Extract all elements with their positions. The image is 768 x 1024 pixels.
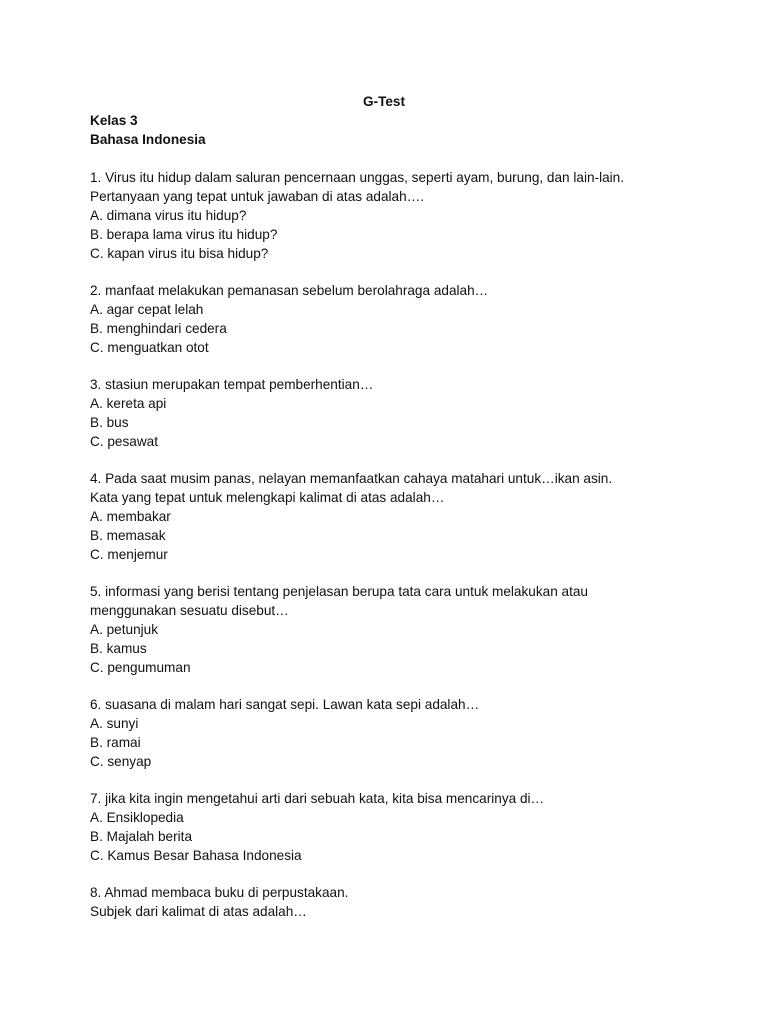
option-b: B. berapa lama virus itu hidup?: [90, 227, 278, 242]
question-text: Subjek dari kalimat di atas adalah…: [90, 904, 307, 919]
question-text: 1. Virus itu hidup dalam saluran pencernaan unggas, seperti ayam, burung, dan lain-lain.: [90, 170, 625, 185]
question-5: [90, 582, 690, 677]
option-c: C. Kamus Besar Bahasa Indonesia: [90, 848, 302, 863]
question-text: menggunakan sesuatu disebut…: [90, 603, 289, 618]
option-c: C. pesawat: [90, 434, 159, 449]
question-text: 8. Ahmad membaca buku di perpustakaan.: [90, 885, 349, 900]
option-a: A. dimana virus itu hidup?: [90, 208, 247, 223]
option-a: A. kereta api: [90, 396, 167, 411]
option-a: A. membakar: [90, 509, 171, 524]
option-c: C. menjemur: [90, 547, 168, 562]
option-a: A. petunjuk: [90, 622, 159, 637]
option-b: B. menghindari cedera: [90, 321, 227, 336]
option-c: C. kapan virus itu bisa hidup?: [90, 246, 269, 261]
option-b: B. bus: [90, 415, 129, 430]
question-text: Pertanyaan yang tepat untuk jawaban di atas adalah….: [90, 189, 425, 204]
question-1: [90, 168, 690, 263]
document-page: [90, 92, 690, 921]
option-b: B. ramai: [90, 735, 141, 750]
question-3: [90, 375, 690, 451]
question-text: Kata yang tepat untuk melengkapi kalimat di atas adalah…: [90, 490, 445, 505]
question-2: [90, 281, 690, 357]
option-b: B. memasak: [90, 528, 166, 543]
question-6: [90, 695, 690, 771]
question-text: 2. manfaat melakukan pemanasan sebelum berolahraga adalah…: [90, 283, 489, 298]
option-b: B. kamus: [90, 641, 147, 656]
option-a: A. Ensiklopedia: [90, 810, 184, 825]
option-a: A. sunyi: [90, 716, 139, 731]
question-text: 3. stasiun merupakan tempat pemberhentian…: [90, 377, 374, 392]
question-8: [90, 883, 690, 921]
subject-label: Bahasa Indonesia: [90, 132, 206, 147]
question-text: 7. jika kita ingin mengetahui arti dari sebuah kata, kita bisa mencarinya di…: [90, 791, 545, 806]
option-c: C. pengumuman: [90, 660, 191, 675]
option-c: C. menguatkan otot: [90, 340, 209, 355]
option-a: A. agar cepat lelah: [90, 302, 204, 317]
question-7: [90, 789, 690, 865]
question-text: 5. informasi yang berisi tentang penjelasan berupa tata cara untuk melakukan atau: [90, 584, 588, 599]
class-label: Kelas 3: [90, 113, 138, 128]
option-c: C. senyap: [90, 754, 152, 769]
question-text: 4. Pada saat musim panas, nelayan memanfaatkan cahaya matahari untuk…ikan asin.: [90, 471, 613, 486]
option-b: B. Majalah berita: [90, 829, 193, 844]
question-4: [90, 469, 690, 564]
question-text: 6. suasana di malam hari sangat sepi. Lawan kata sepi adalah…: [90, 697, 480, 712]
document-title: G-Test: [362, 94, 406, 109]
